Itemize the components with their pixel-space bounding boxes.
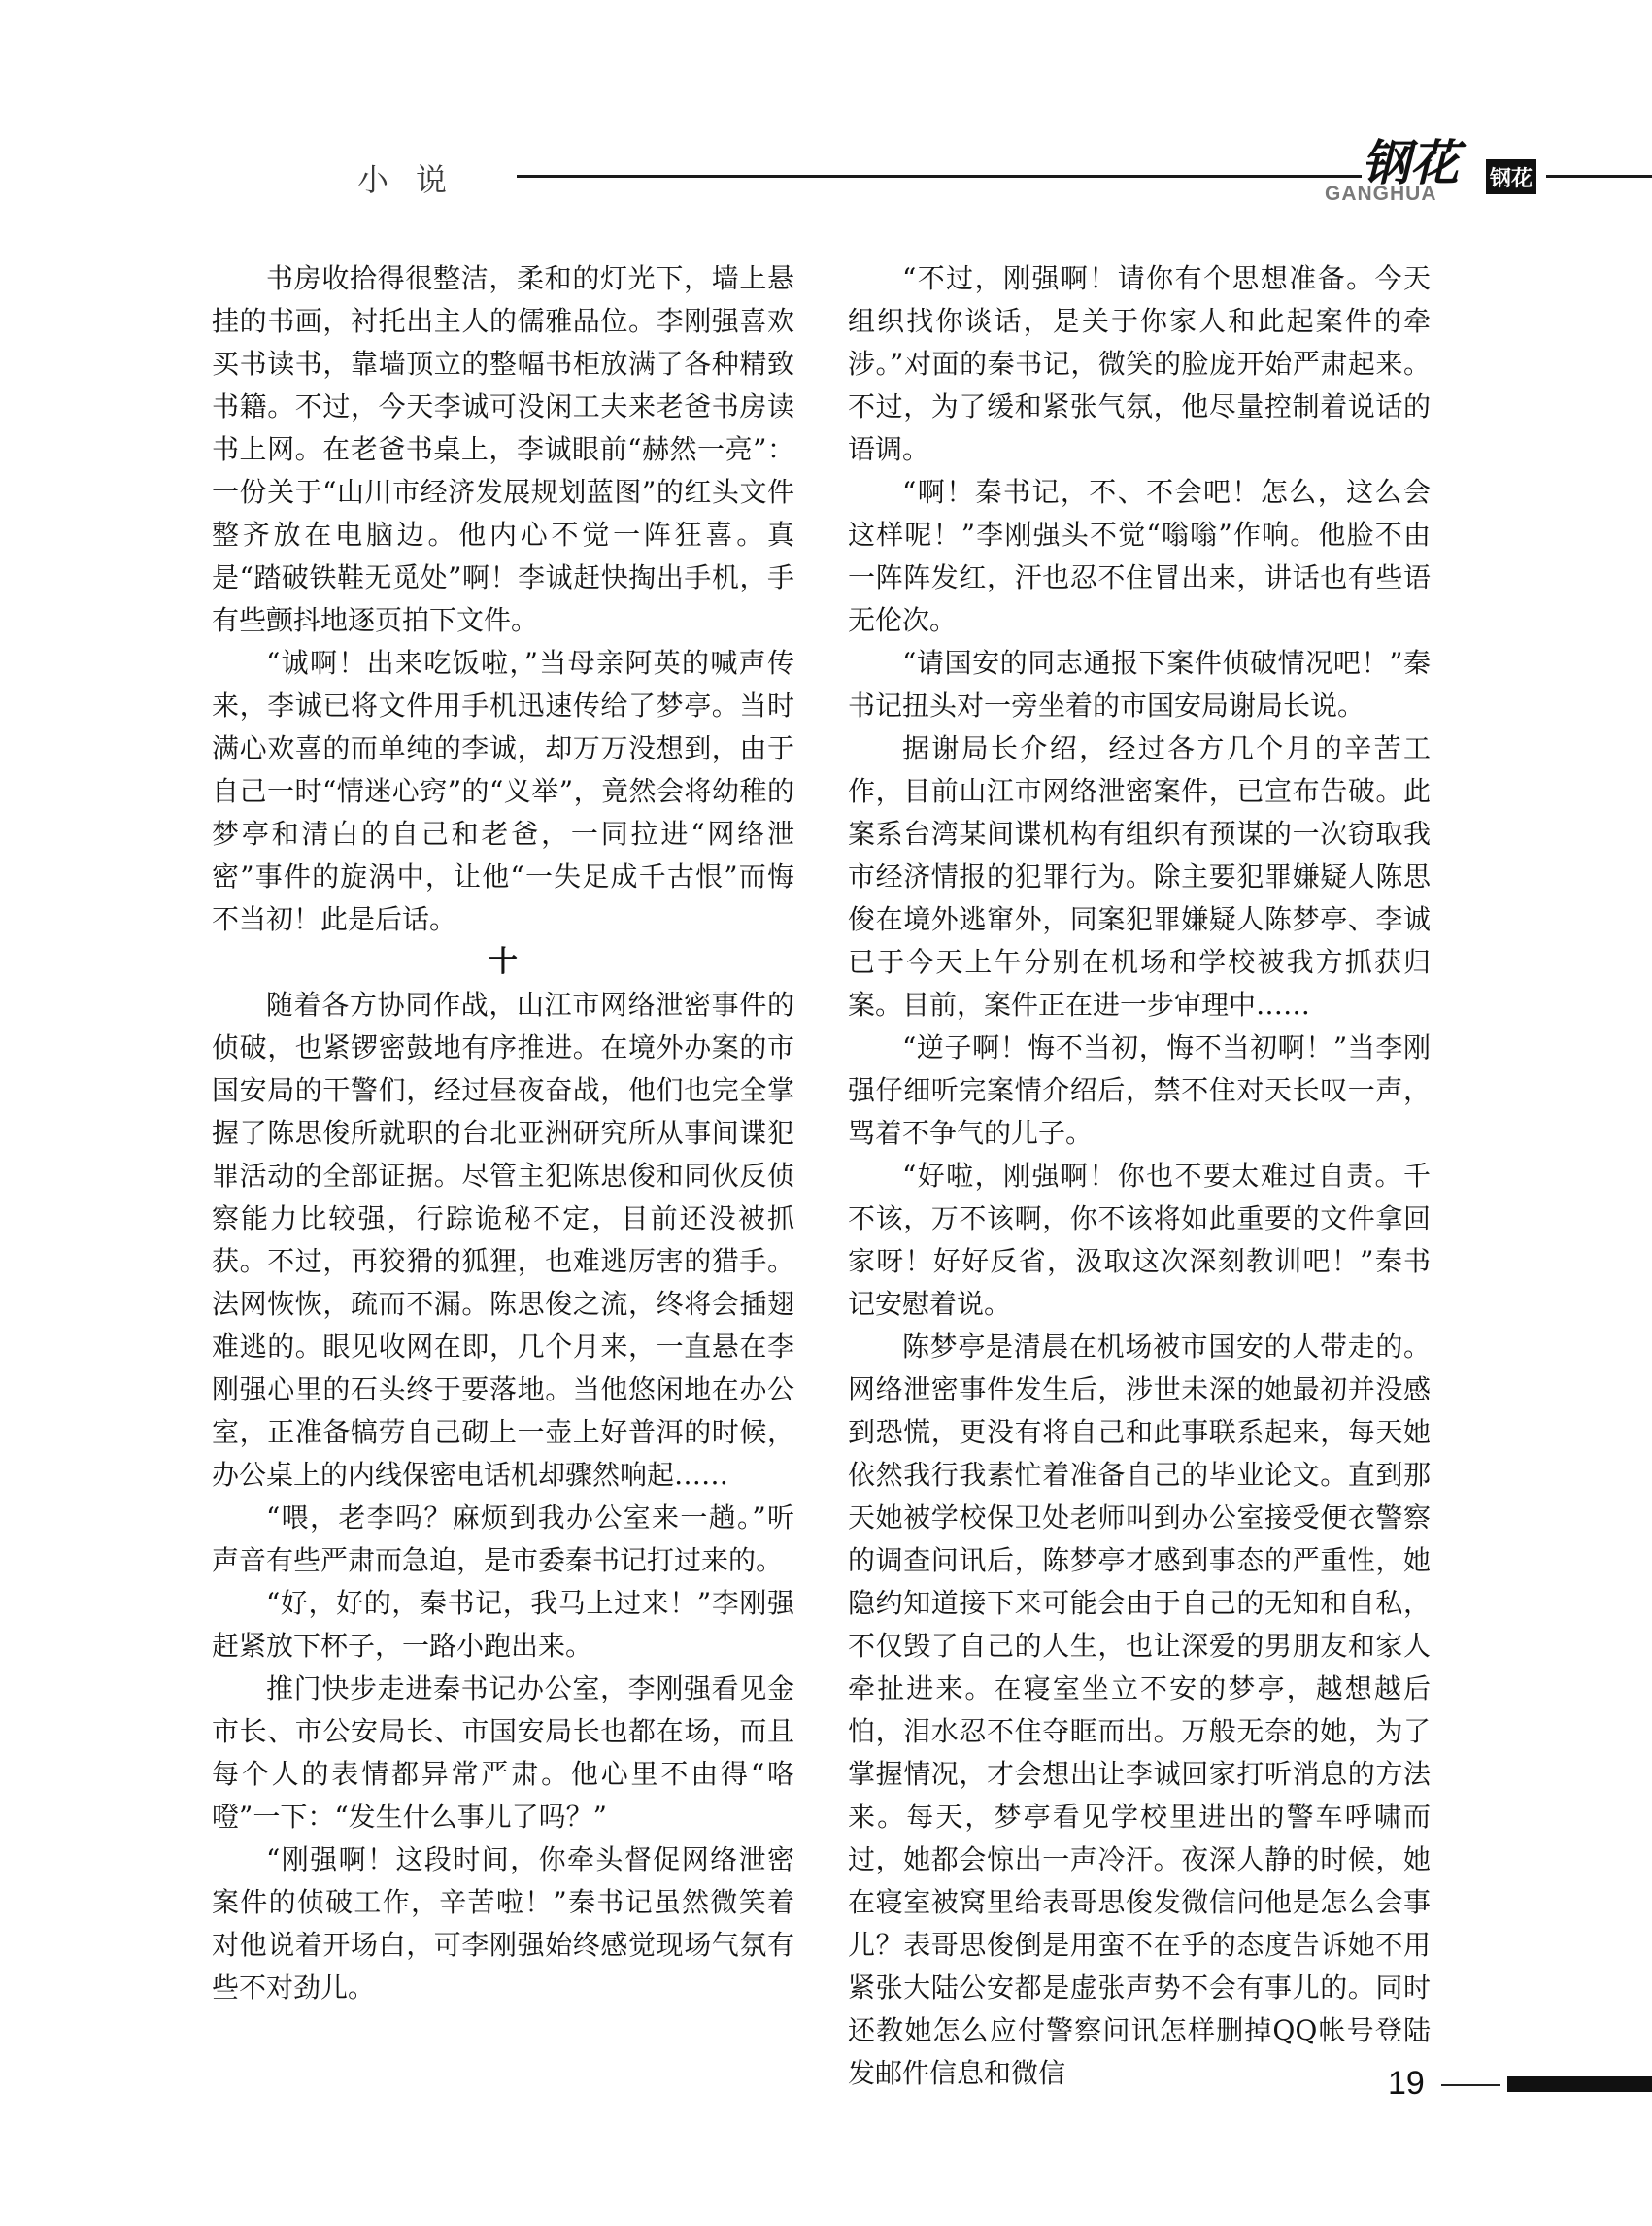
paragraph: 书房收拾得很整洁，柔和的灯光下，墙上悬挂的书画，衬托出主人的儒雅品位。李刚强喜欢买书读书，靠墙顶立的整幅书柜放满了各种精致书籍。不过，今天李诚可没闲工夫来老爸书房读书上网。在老爸书桌上，李诚眼前“赫然一亮”：一份关于“山川市经济发展规划蓝图”的红头文件整齐放在电脑边。他内心不觉一阵狂喜。真是“踏破铁鞋无觅处”啊！李诚赶快掏出手机，手有些颤抖地逐页拍下文件。	[212, 262, 794, 636]
paragraph: “好啦，刚强啊！你也不要太难过自责。千不该，万不该啊，你不该将如此重要的文件拿回家呀！好好反省，汲取这次深刻教训吧！”秦书记安慰着说。	[848, 1160, 1431, 1320]
header-rule	[517, 175, 1362, 178]
paragraph: “逆子啊！悔不当初，悔不当初啊！”当李刚强仔细听完案情介绍后，禁不住对天长叹一声，骂着不争气的儿子。	[848, 1031, 1431, 1149]
paragraph: 随着各方协同作战，山江市网络泄密事件的侦破，也紧锣密鼓地有序推进。在境外办案的市国安局的干警们，经过昼夜奋战，他们也完全掌握了陈思俊所就职的台北亚洲研究所从事间谍犯罪活动的全部证据。尽管主犯陈思俊和同伙反侦察能力比较强，行踪诡秘不定，目前还没被抓获。不过，再狡猾的狐狸，也难逃厉害的猎手。法网恢恢，疏而不漏。陈思俊之流，终将会插翅难逃的。眼见收网在即，几个月来，一直悬在李刚强心里的石头终于要落地。当他悠闲地在办公室，正准备犒劳自己砌上一壶上好普洱的时候，办公桌上的内线保密电话机却骤然响起……	[212, 989, 794, 1491]
paragraph: “刚强啊！这段时间，你牵头督促网络泄密案件的侦破工作，辛苦啦！”秦书记虽然微笑着对他说着开场白，可李刚强始终感觉现场气氛有些不对劲儿。	[212, 1843, 794, 2004]
chapter-number: 十	[489, 945, 518, 979]
section-label: 小说	[357, 161, 475, 198]
paragraph: “不过，刚强啊！请你有个思想准备。今天组织找你谈话，是关于你家人和此起案件的牵涉。”对面的秦书记，微笑的脸庞开始严肃起来。不过，为了缓和紧张气氛，他尽量控制着说话的语调。	[848, 262, 1431, 465]
paragraph: “请国安的同志通报下案件侦破情况吧！”秦书记扭头对一旁坐着的市国安局谢局长说。	[848, 647, 1431, 722]
magazine-logo-badge: 钢花	[1486, 159, 1536, 194]
paragraph: “好，好的，秦书记，我马上过来！”李刚强赶紧放下杯子，一路小跑出来。	[212, 1587, 794, 1662]
header-rule-right	[1546, 175, 1652, 178]
paragraph: “诚啊！出来吃饭啦，”当母亲阿英的喊声传来，李诚已将文件用手机迅速传给了梦亭。当时满心欢喜的而单纯的李诚，却万万没想到，由于自己一时“情迷心窍”的“义举”，竟然会将幼稚的梦亭和清白的自己和老爸，一同拉进“网络泄密”事件的旋涡中，让他“一失足成千古恨”而悔不当初！此是后话。	[212, 647, 794, 935]
paragraph: 据谢局长介绍，经过各方几个月的辛苦工作，目前山江市网络泄密案件，已宣布告破。此案系台湾某间谍机构有组织有预谋的一次窃取我市经济情报的犯罪行为。除主要犯罪嫌疑人陈思俊在境外逃窜外，同案犯罪嫌疑人陈梦亭、李诚已于今天上午分别在机场和学校被我方抓获归案。目前，案件正在进一步审理中……	[848, 732, 1431, 1021]
magazine-logo: 钢花	[1362, 134, 1459, 191]
footer-rule	[1441, 2084, 1500, 2086]
paragraph: “啊！秦书记，不、不会吧！怎么，这么会这样呢！”李刚强头不觉“嗡嗡”作响。他脸不由一阵阵发红，汗也忍不住冒出来，讲话也有些语无伦次。	[848, 476, 1431, 636]
paragraph: 陈梦亭是清晨在机场被市国安的人带走的。网络泄密事件发生后，涉世未深的她最初并没感到恐慌，更没有将自己和此事联系起来，每天她依然我行我素忙着准备自己的毕业论文。直到那天她被学校保卫处老师叫到办公室接受便衣警察的调查问讯后，陈梦亭才感到事态的严重性，她隐约知道接下来可能会由于自己的无知和自私，不仅毁了自己的人生，也让深爱的男朋友和家人牵扯进来。在寝室坐立不安的梦亭，越想越后怕，泪水忍不住夺眶而出。万般无奈的她，为了掌握情况，才会想出让李诚回家打听消息的方法来。每天，梦亭看见学校里进出的警车呼啸而过，她都会惊出一声冷汗。夜深人静的时候，她在寝室被窝里给表哥思俊发微信问他是怎么会事儿？表哥思俊倒是用蛮不在乎的态度告诉她不用紧张大陆公安都是虚张声势不会有事儿的。同时还教她怎么应付警察问讯怎样删掉QQ帐号登陆发邮件信息和微信	[848, 1331, 1431, 2089]
right-column	[848, 257, 1431, 2095]
paragraph: 推门快步走进秦书记办公室，李刚强看见金市长、市公安局长、市国安局长也都在场，而且每个人的表情都异常严肃。他心里不由得“咯噔”一下：“发生什么事儿了吗？”	[212, 1672, 794, 1833]
left-column	[212, 257, 794, 2009]
paragraph: “喂，老李吗？麻烦到我办公室来一趟。”听声音有些严肃而急迫，是市委秦书记打过来的。	[212, 1501, 794, 1576]
magazine-logo-text: GANGHUA	[1325, 183, 1437, 205]
footer-bar	[1507, 2076, 1652, 2092]
page-number: 19	[1388, 2065, 1425, 2102]
